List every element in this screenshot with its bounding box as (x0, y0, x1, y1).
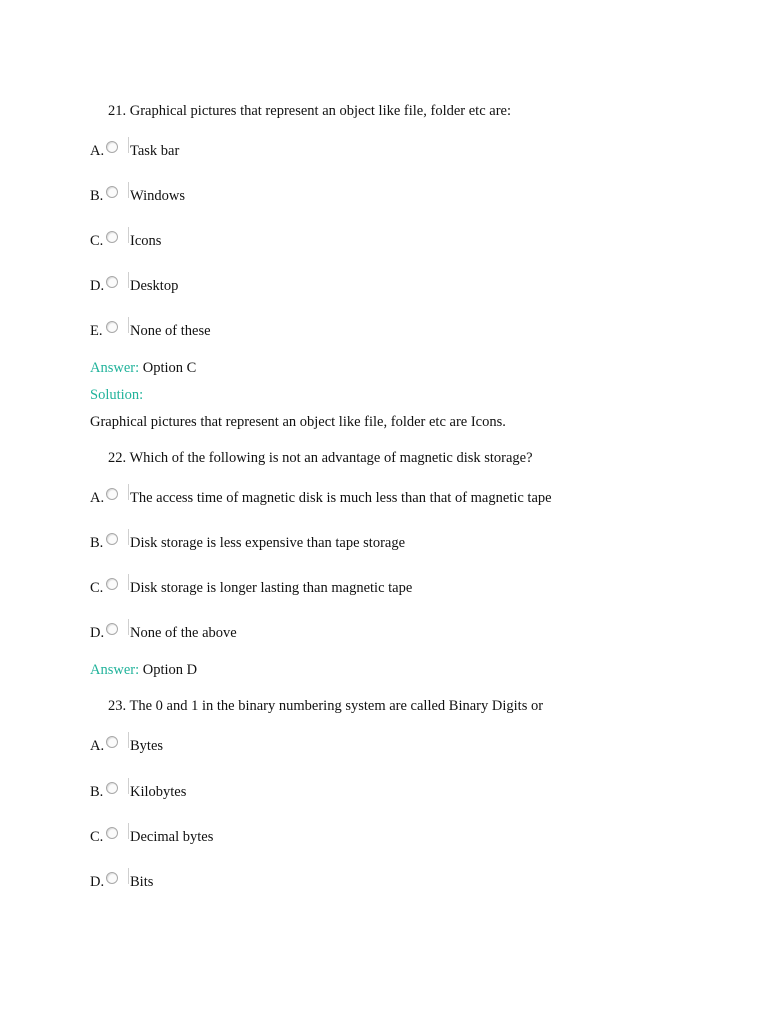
option-text: Windows (130, 188, 185, 204)
option-letter: B. (90, 535, 104, 551)
divider (128, 227, 129, 243)
divider (128, 823, 129, 839)
option-text: Bytes (130, 738, 164, 754)
question-21-text: 21. Graphical pictures that represent an object like file, folder etc are: (108, 103, 511, 119)
option-letter: C. (90, 233, 104, 249)
option-text: Disk storage is less expensive than tape storage (130, 535, 406, 551)
option-text: Kilobytes (130, 784, 187, 800)
option-letter: B. (90, 784, 104, 800)
option-letter: C. (90, 580, 104, 596)
option-text: Bits (130, 874, 154, 890)
radio-button[interactable] (106, 782, 118, 794)
answer-label: Answer: (90, 662, 140, 678)
radio-button[interactable] (106, 578, 118, 590)
radio-button[interactable] (106, 231, 118, 243)
option-text: Disk storage is longer lasting than magnetic tape (130, 580, 413, 596)
divider (128, 529, 129, 545)
divider (128, 732, 129, 748)
radio-button[interactable] (106, 488, 118, 500)
option-text: Icons (130, 233, 162, 249)
option-text: Desktop (130, 278, 179, 294)
radio-button[interactable] (106, 321, 118, 333)
divider (128, 137, 129, 153)
option-text: Decimal bytes (130, 829, 214, 845)
question-22-text: 22. Which of the following is not an advantage of magnetic disk storage? (108, 450, 533, 466)
answer-value: Option C (142, 360, 197, 376)
divider (128, 619, 129, 635)
answer-label: Answer: (90, 360, 140, 376)
option-text: None of these (130, 323, 211, 339)
q21-solution-text: Graphical pictures that represent an object like file, folder etc are Icons. (90, 414, 506, 430)
radio-button[interactable] (106, 533, 118, 545)
q21-solution-label: Solution: (90, 387, 144, 403)
question-23-text: 23. The 0 and 1 in the binary numbering system are called Binary Digits or (108, 698, 544, 714)
option-letter: A. (90, 738, 105, 754)
divider (128, 182, 129, 198)
q21-answer (90, 360, 196, 377)
radio-button[interactable] (106, 872, 118, 884)
option-letter: C. (90, 829, 104, 845)
option-letter: A. (90, 143, 105, 159)
option-letter: D. (90, 874, 105, 890)
option-text: The access time of magnetic disk is much less than that of magnetic tape (130, 490, 552, 506)
option-text: None of the above (130, 625, 237, 641)
option-letter: D. (90, 278, 105, 294)
divider (128, 484, 129, 500)
radio-button[interactable] (106, 141, 118, 153)
divider (128, 272, 129, 288)
radio-button[interactable] (106, 827, 118, 839)
radio-button[interactable] (106, 186, 118, 198)
divider (128, 574, 129, 590)
option-letter: A. (90, 490, 105, 506)
option-letter: E. (90, 323, 103, 339)
divider (128, 868, 129, 884)
option-text: Task bar (130, 143, 180, 159)
option-letter: B. (90, 188, 104, 204)
divider (128, 778, 129, 794)
q22-answer (90, 662, 197, 679)
radio-button[interactable] (106, 736, 118, 748)
radio-button[interactable] (106, 276, 118, 288)
answer-value: Option D (142, 662, 198, 678)
radio-button[interactable] (106, 623, 118, 635)
option-letter: D. (90, 625, 105, 641)
divider (128, 317, 129, 333)
